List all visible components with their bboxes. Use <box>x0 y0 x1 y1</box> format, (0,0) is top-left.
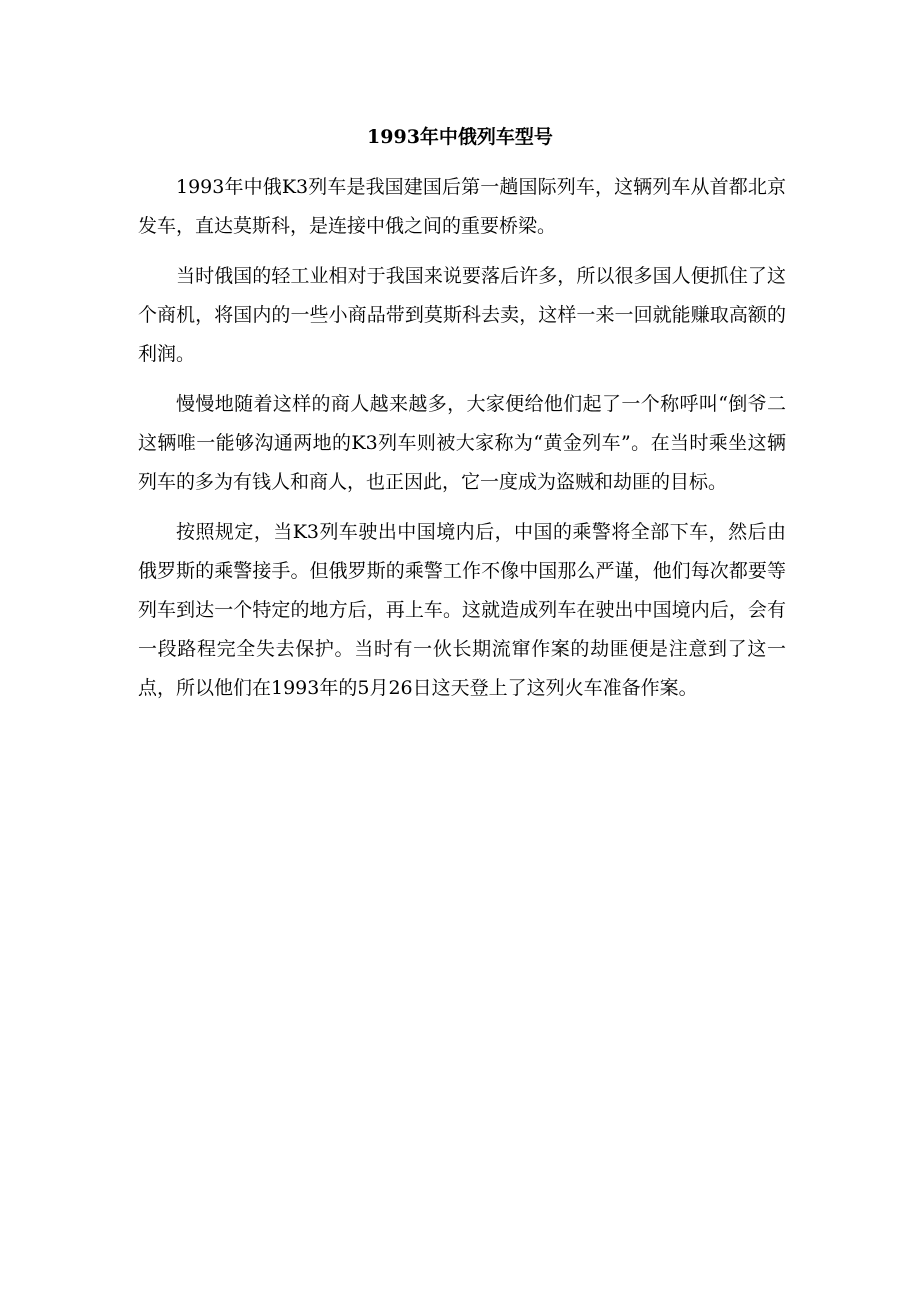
paragraph-4: 按照规定，当K3列车驶出中国境内后，中国的乘警将全部下车，然后由俄罗斯的乘警接手。但俄罗斯的乘警工作不像中国那么严谨，他们每次都要等列车到达一个特定的地方后，再上车。这就造成列车在驶出中国境内后，会有一段路程完全失去保护。当时有一伙长期流窜作案的劫匪便是注意到了这一点，所以他们在1993年的5月26日这天登上了这列火车准备作案。 <box>138 521 786 699</box>
paragraph-3: 慢慢地随着这样的商人越来越多，大家便给他们起了一个称呼叫“倒爷二这辆唯一能够沟通两地的K3列车则被大家称为“黄金列车”。在当时乘坐这辆列车的多为有钱人和商人，也正因此，它一度成为盗贼和劫匪的目标。 <box>138 393 786 493</box>
document-title: 1993年中俄列车型号 <box>367 126 553 148</box>
document-body <box>138 168 786 719</box>
paragraph-2: 当时俄国的轻工业相对于我国来说要落后许多，所以很多国人便抓住了这个商机，将国内的一些小商品带到莫斯科去卖，这样一来一回就能赚取高额的利润。 <box>138 265 786 365</box>
paragraph-1: 1993年中俄K3列车是我国建国后第一趟国际列车，这辆列车从首都北京发车，直达莫斯科，是连接中俄之间的重要桥梁。 <box>138 176 786 237</box>
